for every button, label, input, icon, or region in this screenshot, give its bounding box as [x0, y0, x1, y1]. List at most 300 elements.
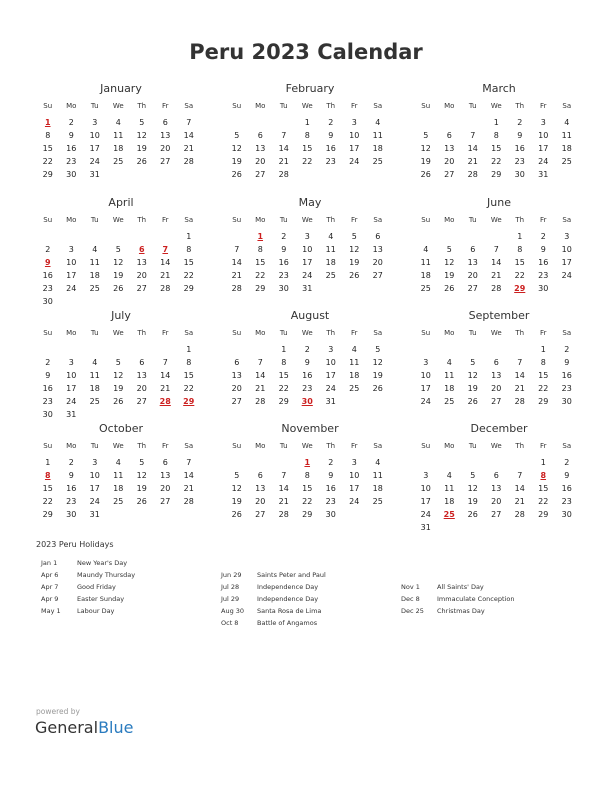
holiday-row — [221, 594, 396, 606]
weekday-header — [36, 99, 206, 113]
day-cell: 11 — [420, 258, 431, 267]
weekday-label: We — [112, 102, 124, 110]
day-cell: 24 — [66, 284, 77, 293]
holiday-name: Good Friday — [77, 582, 116, 591]
day-cell: 30 — [278, 284, 289, 293]
day-cell: 21 — [467, 157, 478, 166]
day-cell: 26 — [136, 157, 147, 166]
day-cell: 28 — [514, 510, 525, 519]
day-cell: 2 — [564, 458, 570, 467]
day-cell: 9 — [328, 471, 334, 480]
weekday-label: Fr — [351, 442, 358, 450]
day-cell: 22 — [302, 497, 313, 506]
empty-cell — [461, 343, 485, 356]
weekday-label: Mo — [66, 442, 77, 450]
day-cell: 2 — [328, 118, 334, 127]
weekday-label: We — [301, 329, 313, 337]
day-cell: 4 — [92, 358, 98, 367]
weekday-label: Th — [137, 216, 147, 224]
day-cell: 23 — [325, 497, 336, 506]
day-cell: 10 — [561, 245, 572, 254]
empty-cell — [83, 230, 107, 243]
weekday-label: Tu — [90, 442, 99, 450]
day-cell: 27 — [255, 170, 266, 179]
day-cell: 25 — [89, 284, 100, 293]
day-cell: 21 — [491, 271, 502, 280]
weekday-label: Tu — [468, 216, 477, 224]
weekday-label: Sa — [562, 442, 572, 450]
day-cell: 29 — [42, 170, 53, 179]
day-cell: 8 — [517, 245, 523, 254]
day-cell: 24 — [349, 497, 360, 506]
weekday-label: Sa — [562, 329, 572, 337]
weekday-label: Tu — [468, 329, 477, 337]
day-cell: 7 — [257, 358, 263, 367]
day-cell: 22 — [42, 157, 53, 166]
day-cell: 2 — [517, 118, 523, 127]
empty-cell — [485, 343, 509, 356]
day-cell: 2 — [281, 232, 287, 241]
weekday-label: Mo — [444, 216, 455, 224]
day-cell: 11 — [444, 371, 455, 380]
empty-cell — [438, 116, 462, 129]
powered-by-text: powered by — [36, 707, 80, 716]
day-cell: 4 — [423, 245, 429, 254]
day-cell: 21 — [278, 157, 289, 166]
holiday-date: Apr 9 — [41, 594, 59, 603]
day-cell: 29 — [538, 397, 549, 406]
weekday-label: Tu — [279, 216, 288, 224]
day-cell: 18 — [325, 258, 336, 267]
day-cell: 21 — [183, 144, 194, 153]
empty-cell — [36, 230, 60, 243]
weekday-label: Su — [421, 442, 431, 450]
weekday-label: Tu — [279, 329, 288, 337]
holiday-date: May 1 — [41, 606, 61, 615]
holiday-day: 1 — [44, 118, 51, 127]
holiday-row — [221, 606, 396, 618]
day-cell: 14 — [467, 144, 478, 153]
holiday-name: Independence Day — [257, 594, 319, 603]
day-grid — [414, 343, 584, 408]
day-cell: 22 — [183, 384, 194, 393]
empty-cell — [414, 343, 438, 356]
empty-cell — [60, 230, 84, 243]
day-cell: 18 — [113, 484, 124, 493]
holiday-day: 6 — [138, 245, 145, 254]
weekday-label: Tu — [279, 442, 288, 450]
day-cell: 3 — [68, 245, 74, 254]
day-cell: 24 — [89, 497, 100, 506]
day-grid — [36, 230, 206, 308]
holiday-name: Santa Rosa de Lima — [257, 606, 322, 615]
day-cell: 26 — [113, 284, 124, 293]
day-cell: 3 — [540, 118, 546, 127]
day-cell: 15 — [491, 144, 502, 153]
day-cell: 29 — [42, 510, 53, 519]
month-name: April — [108, 196, 134, 209]
day-cell: 5 — [446, 245, 452, 254]
day-cell: 23 — [66, 497, 77, 506]
weekday-label: Mo — [255, 102, 266, 110]
day-cell: 15 — [302, 144, 313, 153]
empty-cell — [225, 230, 249, 243]
day-cell: 20 — [160, 484, 171, 493]
day-cell: 24 — [325, 384, 336, 393]
day-cell: 28 — [514, 397, 525, 406]
day-cell: 30 — [66, 170, 77, 179]
day-cell: 21 — [514, 497, 525, 506]
day-grid — [36, 343, 206, 421]
weekday-label: Th — [515, 102, 525, 110]
day-grid — [36, 116, 206, 181]
day-cell: 31 — [538, 170, 549, 179]
day-cell: 20 — [372, 258, 383, 267]
weekday-label: Su — [43, 442, 53, 450]
empty-cell — [438, 456, 462, 469]
day-cell: 30 — [66, 510, 77, 519]
day-cell: 31 — [89, 170, 100, 179]
day-cell: 23 — [538, 271, 549, 280]
day-cell: 21 — [278, 497, 289, 506]
day-cell: 3 — [423, 358, 429, 367]
day-cell: 17 — [302, 258, 313, 267]
day-cell: 28 — [183, 497, 194, 506]
holiday-name: Immaculate Conception — [437, 594, 515, 603]
weekday-label: Th — [326, 216, 336, 224]
month-march — [414, 82, 584, 181]
day-cell: 16 — [561, 484, 572, 493]
empty-cell — [508, 343, 532, 356]
day-cell: 16 — [66, 484, 77, 493]
holiday-row — [221, 582, 396, 594]
day-cell: 7 — [234, 245, 240, 254]
day-grid — [225, 116, 395, 181]
day-cell: 3 — [351, 118, 357, 127]
day-cell: 8 — [186, 358, 192, 367]
day-cell: 10 — [66, 371, 77, 380]
weekday-label: We — [112, 329, 124, 337]
month-august — [225, 309, 395, 408]
day-cell: 6 — [493, 358, 499, 367]
weekday-label: Mo — [255, 216, 266, 224]
day-cell: 12 — [136, 471, 147, 480]
day-cell: 12 — [372, 358, 383, 367]
day-cell: 12 — [467, 484, 478, 493]
weekday-label: Fr — [540, 442, 547, 450]
weekday-label: Th — [515, 216, 525, 224]
day-cell: 12 — [231, 144, 242, 153]
day-cell: 19 — [420, 157, 431, 166]
day-cell: 11 — [325, 245, 336, 254]
empty-cell — [508, 456, 532, 469]
holiday-column — [221, 570, 396, 629]
day-cell: 29 — [183, 284, 194, 293]
day-cell: 25 — [561, 157, 572, 166]
day-cell: 25 — [420, 284, 431, 293]
month-february — [225, 82, 395, 181]
day-cell: 31 — [66, 410, 77, 419]
day-cell: 11 — [113, 131, 124, 140]
day-cell: 13 — [136, 371, 147, 380]
day-cell: 6 — [257, 471, 263, 480]
day-cell: 6 — [257, 131, 263, 140]
day-cell: 17 — [325, 371, 336, 380]
day-cell: 16 — [325, 484, 336, 493]
weekday-label: Su — [43, 216, 53, 224]
day-cell: 6 — [375, 232, 381, 241]
day-cell: 17 — [349, 484, 360, 493]
holiday-name: Christmas Day — [437, 606, 485, 615]
weekday-header — [225, 99, 395, 113]
day-cell: 16 — [538, 258, 549, 267]
month-name: August — [290, 309, 330, 322]
weekday-header — [36, 439, 206, 453]
day-cell: 26 — [467, 510, 478, 519]
day-cell: 5 — [115, 358, 121, 367]
empty-cell — [225, 343, 249, 356]
day-cell: 30 — [325, 510, 336, 519]
empty-cell — [461, 456, 485, 469]
weekday-header — [36, 213, 206, 227]
day-cell: 10 — [325, 358, 336, 367]
weekday-header — [225, 439, 395, 453]
day-cell: 7 — [162, 358, 168, 367]
day-cell: 2 — [328, 458, 334, 467]
day-cell: 11 — [89, 371, 100, 380]
day-cell: 29 — [491, 170, 502, 179]
day-cell: 21 — [514, 384, 525, 393]
empty-cell — [485, 456, 509, 469]
day-cell: 9 — [281, 245, 287, 254]
day-cell: 26 — [136, 497, 147, 506]
day-cell: 8 — [186, 245, 192, 254]
weekday-label: Tu — [90, 102, 99, 110]
day-cell: 14 — [514, 484, 525, 493]
month-name: February — [285, 82, 335, 95]
day-cell: 3 — [564, 232, 570, 241]
day-cell: 22 — [491, 157, 502, 166]
day-grid — [414, 456, 584, 534]
day-cell: 5 — [351, 232, 357, 241]
holiday-date: Nov 1 — [401, 583, 420, 591]
day-cell: 24 — [302, 271, 313, 280]
day-cell: 9 — [564, 471, 570, 480]
day-cell: 22 — [255, 271, 266, 280]
day-grid — [225, 456, 395, 521]
day-cell: 6 — [162, 118, 168, 127]
day-cell: 1 — [540, 345, 546, 354]
day-cell: 3 — [92, 458, 98, 467]
day-cell: 16 — [514, 144, 525, 153]
empty-cell — [249, 343, 273, 356]
day-cell: 20 — [491, 497, 502, 506]
month-name: January — [100, 82, 142, 95]
day-cell: 7 — [493, 245, 499, 254]
weekday-label: Mo — [444, 442, 455, 450]
holiday-row — [41, 570, 216, 582]
day-cell: 23 — [278, 271, 289, 280]
day-cell: 1 — [304, 118, 310, 127]
month-name: September — [468, 309, 530, 322]
generalblue-logo[interactable] — [35, 718, 133, 737]
brand-blue: Blue — [98, 718, 134, 737]
day-cell: 9 — [540, 245, 546, 254]
month-name: June — [487, 196, 511, 209]
day-cell: 19 — [136, 144, 147, 153]
day-cell: 23 — [66, 157, 77, 166]
day-cell: 30 — [42, 297, 53, 306]
day-cell: 5 — [139, 118, 145, 127]
weekday-label: Fr — [162, 216, 169, 224]
month-july — [36, 309, 206, 421]
weekday-label: Su — [232, 216, 242, 224]
day-cell: 12 — [113, 258, 124, 267]
day-cell: 18 — [372, 484, 383, 493]
holiday-day: 8 — [540, 471, 547, 480]
holiday-column — [41, 558, 216, 617]
day-cell: 31 — [420, 523, 431, 532]
month-april — [36, 196, 206, 308]
weekday-label: Th — [137, 329, 147, 337]
holiday-day: 7 — [162, 245, 169, 254]
empty-cell — [414, 456, 438, 469]
day-cell: 25 — [89, 397, 100, 406]
holiday-name: Independence Day — [257, 582, 319, 591]
day-cell: 26 — [372, 384, 383, 393]
day-cell: 22 — [538, 497, 549, 506]
day-cell: 27 — [255, 510, 266, 519]
day-grid — [414, 230, 584, 295]
weekday-label: Sa — [184, 442, 194, 450]
day-cell: 27 — [160, 497, 171, 506]
day-cell: 6 — [234, 358, 240, 367]
empty-cell — [225, 456, 249, 469]
day-cell: 4 — [564, 118, 570, 127]
day-cell: 21 — [231, 271, 242, 280]
weekday-label: Sa — [373, 442, 383, 450]
day-cell: 22 — [302, 157, 313, 166]
day-cell: 7 — [517, 471, 523, 480]
day-cell: 15 — [42, 484, 53, 493]
day-cell: 27 — [136, 284, 147, 293]
holiday-date: Jul 29 — [221, 594, 240, 603]
day-cell: 19 — [372, 371, 383, 380]
day-cell: 16 — [325, 144, 336, 153]
day-cell: 17 — [66, 271, 77, 280]
holiday-row — [401, 582, 576, 594]
weekday-label: Mo — [66, 216, 77, 224]
holiday-name: Maundy Thursday — [77, 570, 136, 579]
weekday-label: We — [490, 216, 502, 224]
day-cell: 10 — [66, 258, 77, 267]
holiday-row — [41, 582, 216, 594]
day-cell: 1 — [45, 458, 51, 467]
day-cell: 22 — [538, 384, 549, 393]
weekday-label: Mo — [255, 442, 266, 450]
day-cell: 30 — [561, 510, 572, 519]
day-cell: 27 — [372, 271, 383, 280]
day-cell: 30 — [514, 170, 525, 179]
day-cell: 24 — [420, 510, 431, 519]
day-cell: 10 — [349, 471, 360, 480]
day-cell: 2 — [68, 118, 74, 127]
day-cell: 10 — [538, 131, 549, 140]
month-september — [414, 309, 584, 408]
day-cell: 4 — [375, 458, 381, 467]
day-cell: 7 — [517, 358, 523, 367]
day-cell: 30 — [42, 410, 53, 419]
weekday-label: Fr — [162, 329, 169, 337]
weekday-label: Tu — [468, 442, 477, 450]
month-may — [225, 196, 395, 295]
holiday-date: Jul 28 — [221, 582, 240, 591]
weekday-label: We — [301, 216, 313, 224]
weekday-label: Fr — [540, 329, 547, 337]
day-cell: 28 — [278, 510, 289, 519]
holiday-day: 29 — [514, 284, 526, 293]
weekday-label: Tu — [468, 102, 477, 110]
day-cell: 21 — [160, 271, 171, 280]
holiday-day: 29 — [183, 397, 195, 406]
day-cell: 9 — [68, 471, 74, 480]
weekday-label: Mo — [444, 102, 455, 110]
holidays-title: 2023 Peru Holidays — [36, 540, 114, 549]
day-cell: 17 — [66, 384, 77, 393]
weekday-label: Th — [515, 329, 525, 337]
day-cell: 25 — [349, 384, 360, 393]
day-cell: 3 — [423, 471, 429, 480]
holiday-name: Saints Peter and Paul — [257, 571, 326, 579]
weekday-label: Sa — [373, 102, 383, 110]
day-cell: 25 — [113, 157, 124, 166]
day-cell: 27 — [491, 510, 502, 519]
weekday-label: Fr — [162, 102, 169, 110]
day-cell: 16 — [42, 384, 53, 393]
day-cell: 3 — [304, 232, 310, 241]
empty-cell — [272, 456, 296, 469]
weekday-label: Fr — [351, 216, 358, 224]
weekday-header — [414, 213, 584, 227]
day-cell: 20 — [444, 157, 455, 166]
holiday-row — [221, 618, 396, 630]
weekday-label: Sa — [184, 329, 194, 337]
empty-cell — [107, 343, 131, 356]
day-cell: 7 — [186, 118, 192, 127]
holiday-day: 30 — [301, 397, 313, 406]
holiday-row — [41, 558, 216, 570]
day-cell: 4 — [115, 118, 121, 127]
holiday-date: Dec 8 — [401, 594, 420, 603]
holiday-day: 25 — [443, 510, 455, 519]
day-cell: 26 — [113, 397, 124, 406]
day-cell: 14 — [160, 371, 171, 380]
day-cell: 7 — [281, 131, 287, 140]
day-cell: 21 — [160, 384, 171, 393]
empty-cell — [249, 116, 273, 129]
day-cell: 24 — [349, 157, 360, 166]
day-cell: 10 — [420, 371, 431, 380]
day-cell: 20 — [255, 157, 266, 166]
day-cell: 28 — [491, 284, 502, 293]
weekday-label: Sa — [562, 216, 572, 224]
day-cell: 3 — [351, 458, 357, 467]
day-cell: 17 — [538, 144, 549, 153]
empty-cell — [225, 116, 249, 129]
day-cell: 14 — [183, 471, 194, 480]
day-cell: 29 — [538, 510, 549, 519]
day-cell: 5 — [470, 358, 476, 367]
